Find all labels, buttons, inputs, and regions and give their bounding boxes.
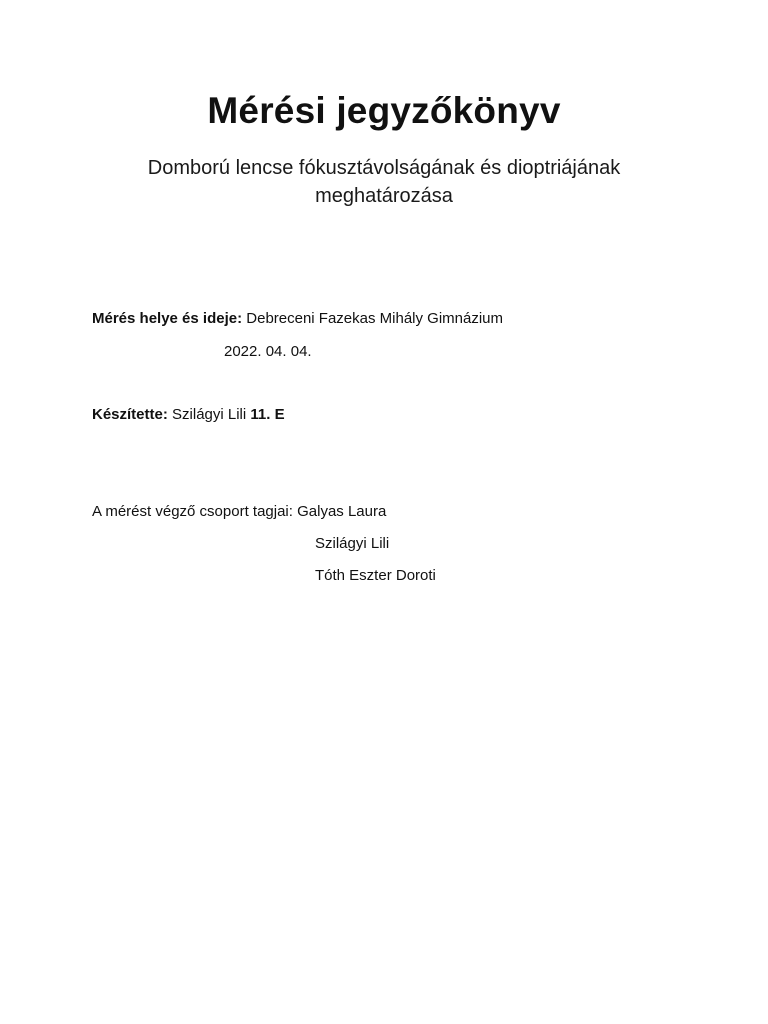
- group-label: A mérést végző csoport tagjai:: [92, 503, 293, 520]
- group-member: Szilágyi Lili: [315, 535, 390, 552]
- location-value: Debreceni Fazekas Mihály Gimnázium: [246, 310, 504, 327]
- author-row: [92, 406, 285, 423]
- group-row: [92, 503, 386, 520]
- author-name: Szilágyi Lili: [172, 406, 247, 423]
- author-class: 11. E: [250, 406, 285, 423]
- author-label: Készítette:: [92, 406, 168, 423]
- location-row: [92, 310, 503, 327]
- location-label: Mérés helye és ideje:: [92, 310, 243, 327]
- group-member-row: [315, 535, 389, 552]
- document-title: Mérési jegyzőkönyv: [207, 90, 561, 131]
- date-row: [224, 343, 312, 360]
- group-member-row: [315, 567, 436, 584]
- group-member: Galyas Laura: [297, 503, 387, 520]
- group-member: Tóth Eszter Doroti: [315, 567, 436, 584]
- document-subtitle: Domború lencse fókusztávolságának és dioptriájának meghatározása: [147, 157, 621, 207]
- measurement-date: 2022. 04. 04.: [224, 343, 312, 360]
